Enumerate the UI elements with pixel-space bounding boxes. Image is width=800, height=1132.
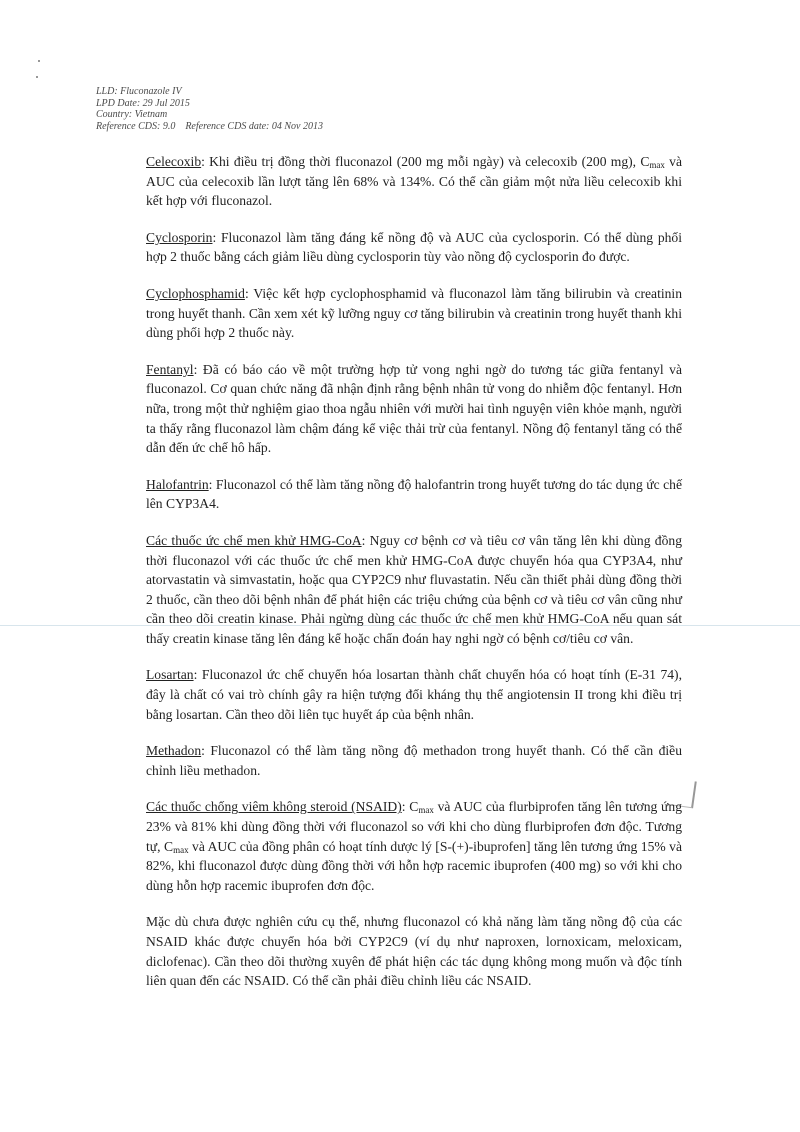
- term-celecoxib: Celecoxib: [146, 154, 202, 169]
- paragraph-methadon: [146, 741, 682, 780]
- term-halofantrin: Halofantrin: [146, 476, 209, 492]
- paragraph-text: : C: [401, 799, 419, 815]
- header-lld: LLD: Fluconazole IV: [96, 86, 182, 97]
- term-fentanyl: Fentanyl: [146, 361, 194, 377]
- term-cyclosporin: Cyclosporin: [146, 229, 213, 245]
- header-country: Country: Vietnam: [96, 109, 168, 120]
- scan-speck: [36, 76, 38, 78]
- paragraph-nsaid-continued: [146, 912, 682, 990]
- paragraph-nsaid: [146, 797, 682, 895]
- paragraph-text: : Fluconazol làm tăng đáng kể nồng độ và AUC của cyclosporin. Có thể dùng phối hợp 2 thuốc bằng cách giảm liều dùng cyclosporin tùy vào nồng độ cyclosporin đo được.: [146, 229, 682, 265]
- paragraph-text: : Fluconazol ức chế chuyển hóa losartan thành chất chuyển hóa có hoạt tính (E-31 74), đây là chất có vai trò chính gây ra hiện tượng đối kháng thụ thể angiotensin II trong khi điều trị bằng losartan. Cần theo dõi liên tục huyết áp của bệnh nhân.: [146, 667, 682, 722]
- paragraph-text: : Khi điều trị đồng thời fluconazol (200 mg mỗi ngày) và celecoxib (200 mg), C: [201, 154, 650, 169]
- term-hmg-coa: Các thuốc ức chế men khử HMG-CoA: [146, 532, 362, 548]
- subscript: max: [173, 844, 189, 855]
- subscript: max: [649, 160, 665, 170]
- paragraph-cyclosporin: [146, 228, 682, 267]
- document-body: [146, 152, 682, 1008]
- paragraph-text: và AUC của đồng phân có hoạt tính dược lý [S-(+)-ibuprofen] tăng lên tương ứng 15% và 82%, khi fluconazol được dùng đồng thời với hỗn hợp racemic ibuprofen (400 mg) so với khi cho dùng hỗn hợp racemic ibuprofen đơn độc.: [146, 838, 682, 893]
- paragraph-text: và AUC của celecoxib lần lượt tăng lên 68% và 134%. Có thể cần giảm một nửa liều celecoxib khi kết hợp với fluconazol.: [146, 154, 682, 209]
- term-losartan: Losartan: [146, 667, 194, 683]
- document-header: [96, 86, 323, 132]
- paragraph-text: : Đã có báo cáo về một trường hợp tử vong nghi ngờ do tương tác giữa fentanyl và fluconazol. Cơ quan chức năng đã nhận định rằng bệnh nhân tử vong do nhiễm độc fentanyl. Hơn nữa, trong một thử nghiệm giao thoa ngẫu nhiên với mười hai tình nguyện viên khỏe mạnh, người ta thấy rằng fluconazol làm chậm đáng kể việc thải trừ của fentanyl. Nồng độ fentanyl tăng có thể dẫn đến ức chế hô hấp.: [146, 361, 682, 456]
- header-reference: Reference CDS: 9.0 Reference CDS date: 04 Nov 2013: [96, 120, 323, 132]
- paragraph-cyclophosphamid: [146, 284, 682, 343]
- paragraph-text: Mặc dù chưa được nghiên cứu cụ thể, nhưng fluconazol có khả năng làm tăng nồng độ của các NSAID khác được chuyển hóa bởi CYP2C9 (ví dụ như naproxen, lornoxicam, meloxicam, diclofenac). Cần theo dõi thường xuyên để phát hiện các tác dụng không mong muốn và độc tính liên quan đến các NSAID. Có thể cần phải điều chỉnh liều các NSAID.: [146, 914, 682, 989]
- paragraph-text: và AUC của flurbiprofen tăng lên tương ứng 23% và 81% khi dùng đồng thời với fluconazol so với khi cho dùng flurbiprofen đơn độc. Tương tự, C: [146, 799, 683, 854]
- paragraph-text: : Fluconazol có thể làm tăng nồng độ methadon trong huyết thanh. Có thể cần điều chỉnh liều methadon.: [146, 743, 682, 778]
- subscript: max: [418, 805, 434, 816]
- paragraph-text: : Việc kết hợp cyclophosphamid và fluconazol làm tăng bilirubin và creatinin trong huyết thanh. Cần xem xét kỹ lưỡng nguy cơ tăng bilirubin và creatinin trong huyết thanh khi dùng phối hợp 2 thuốc này.: [146, 285, 682, 341]
- paragraph-text: : Fluconazol có thể làm tăng nồng độ halofantrin trong huyết tương do tác dụng ức chế lên CYP3A4.: [146, 476, 682, 512]
- paragraph-fentanyl: [146, 360, 682, 458]
- paragraph-celecoxib: [146, 152, 682, 211]
- term-methadon: Methadon: [146, 743, 202, 759]
- paragraph-losartan: [146, 665, 682, 724]
- term-nsaid: Các thuốc chống viêm không steroid (NSAID): [146, 799, 402, 815]
- paragraph-halofantrin: [146, 475, 682, 514]
- paragraph-hmg-coa: [146, 531, 682, 649]
- scan-speck: [38, 60, 40, 62]
- paragraph-text: : Nguy cơ bệnh cơ và tiêu cơ vân tăng lên khi dùng đồng thời fluconazol với các thuốc ức chế men khử HMG-CoA được chuyển hóa qua CYP3A4, như atorvastatin và simvastatin, hoặc qua CYP2C9 như fluvastatin. Nếu cần thiết phải dùng đồng thời 2 thuốc, cần theo dõi bệnh nhân để phát hiện các triệu chứng của bệnh cơ và tiêu cơ vân cũng như cần theo dõi creatin kinase. Phải ngừng dùng các thuốc ức chế men khử HMG-CoA nếu quan sát thấy creatin kinase tăng lên đáng kể hoặc chẩn đoán hay nghi ngờ có bệnh cơ/tiêu cơ vân.: [146, 532, 682, 646]
- term-cyclophosphamid: Cyclophosphamid: [146, 285, 245, 301]
- header-lpd-date: LPD Date: 29 Jul 2015: [96, 97, 190, 109]
